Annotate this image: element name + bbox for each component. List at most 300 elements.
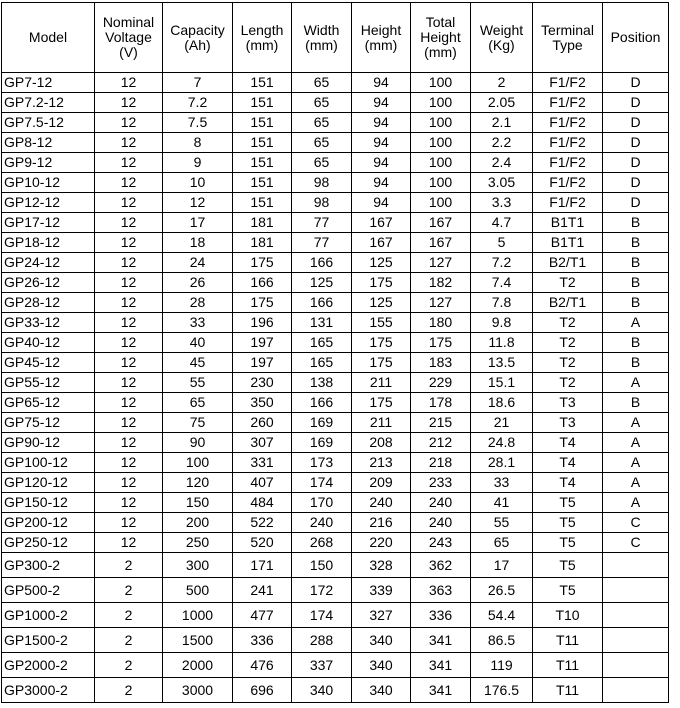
header-width: Width (mm) (292, 3, 352, 73)
cell-weight: 7.4 (471, 273, 533, 293)
cell-model: GP12-12 (2, 193, 95, 213)
cell-nominal-voltage: 12 (95, 353, 163, 373)
header-terminal-type: Terminal Type (533, 3, 603, 73)
table-row (2, 153, 669, 173)
cell-weight: 65 (471, 533, 533, 553)
cell-height: 220 (352, 533, 411, 553)
cell-weight: 2.05 (471, 93, 533, 113)
header-height: Height (mm) (352, 3, 411, 73)
header-capacity: Capacity (Ah) (163, 3, 233, 73)
cell-position: A (603, 373, 669, 393)
cell-length: 331 (233, 453, 292, 473)
cell-height: 94 (352, 193, 411, 213)
cell-terminal-type: T5 (533, 578, 603, 603)
cell-model: GP8-12 (2, 133, 95, 153)
cell-width: 174 (292, 603, 352, 628)
cell-total-height: 100 (411, 93, 471, 113)
table-row (2, 603, 669, 628)
cell-height: 167 (352, 213, 411, 233)
cell-position: D (603, 93, 669, 113)
cell-position: D (603, 113, 669, 133)
cell-terminal-type: B1T1 (533, 233, 603, 253)
cell-length: 181 (233, 233, 292, 253)
cell-nominal-voltage: 12 (95, 113, 163, 133)
cell-model: GP2000-2 (2, 653, 95, 678)
cell-length: 197 (233, 333, 292, 353)
cell-terminal-type: T2 (533, 313, 603, 333)
cell-weight: 2.1 (471, 113, 533, 133)
cell-terminal-type: T2 (533, 373, 603, 393)
table-row (2, 313, 669, 333)
cell-weight: 13.5 (471, 353, 533, 373)
cell-capacity: 100 (163, 453, 233, 473)
cell-weight: 7.8 (471, 293, 533, 313)
cell-capacity: 8 (163, 133, 233, 153)
cell-capacity: 7.5 (163, 113, 233, 133)
cell-total-height: 183 (411, 353, 471, 373)
cell-height: 94 (352, 73, 411, 93)
cell-height: 328 (352, 553, 411, 578)
cell-height: 175 (352, 393, 411, 413)
cell-terminal-type: T5 (533, 493, 603, 513)
cell-nominal-voltage: 12 (95, 233, 163, 253)
cell-nominal-voltage: 12 (95, 173, 163, 193)
cell-nominal-voltage: 12 (95, 493, 163, 513)
header-total-height: Total Height (mm) (411, 3, 471, 73)
table-row (2, 493, 669, 513)
cell-model: GP1000-2 (2, 603, 95, 628)
cell-width: 77 (292, 213, 352, 233)
cell-weight: 17 (471, 553, 533, 578)
cell-total-height: 363 (411, 578, 471, 603)
cell-terminal-type: T2 (533, 353, 603, 373)
cell-terminal-type: F1/F2 (533, 193, 603, 213)
cell-nominal-voltage: 12 (95, 473, 163, 493)
cell-length: 151 (233, 73, 292, 93)
cell-model: GP65-12 (2, 393, 95, 413)
cell-nominal-voltage: 12 (95, 273, 163, 293)
table-row (2, 678, 669, 703)
cell-width: 172 (292, 578, 352, 603)
table-row (2, 433, 669, 453)
table-row (2, 273, 669, 293)
cell-position: A (603, 493, 669, 513)
cell-weight: 3.05 (471, 173, 533, 193)
cell-terminal-type: T4 (533, 453, 603, 473)
cell-capacity: 18 (163, 233, 233, 253)
battery-spec-table (1, 2, 669, 703)
cell-position (603, 653, 669, 678)
table-row (2, 113, 669, 133)
cell-length: 175 (233, 253, 292, 273)
cell-height: 211 (352, 413, 411, 433)
cell-terminal-type: B1T1 (533, 213, 603, 233)
cell-terminal-type: T11 (533, 678, 603, 703)
table-row (2, 373, 669, 393)
cell-nominal-voltage: 12 (95, 193, 163, 213)
cell-weight: 41 (471, 493, 533, 513)
cell-capacity: 250 (163, 533, 233, 553)
cell-length: 307 (233, 433, 292, 453)
cell-length: 407 (233, 473, 292, 493)
cell-model: GP90-12 (2, 433, 95, 453)
cell-weight: 18.6 (471, 393, 533, 413)
cell-total-height: 100 (411, 153, 471, 173)
cell-height: 208 (352, 433, 411, 453)
table-row (2, 253, 669, 273)
table-row (2, 453, 669, 473)
cell-height: 94 (352, 133, 411, 153)
cell-position: B (603, 213, 669, 233)
cell-width: 288 (292, 628, 352, 653)
cell-position: A (603, 433, 669, 453)
cell-capacity: 24 (163, 253, 233, 273)
cell-model: GP24-12 (2, 253, 95, 273)
cell-height: 125 (352, 253, 411, 273)
cell-weight: 5 (471, 233, 533, 253)
cell-width: 65 (292, 133, 352, 153)
cell-terminal-type: F1/F2 (533, 153, 603, 173)
cell-terminal-type: T3 (533, 393, 603, 413)
cell-width: 138 (292, 373, 352, 393)
cell-total-height: 341 (411, 653, 471, 678)
cell-length: 181 (233, 213, 292, 233)
cell-length: 151 (233, 173, 292, 193)
cell-position (603, 678, 669, 703)
cell-weight: 86.5 (471, 628, 533, 653)
cell-width: 150 (292, 553, 352, 578)
cell-height: 94 (352, 153, 411, 173)
cell-height: 327 (352, 603, 411, 628)
cell-total-height: 178 (411, 393, 471, 413)
cell-nominal-voltage: 12 (95, 433, 163, 453)
cell-nominal-voltage: 12 (95, 133, 163, 153)
cell-position: B (603, 253, 669, 273)
cell-total-height: 243 (411, 533, 471, 553)
cell-nominal-voltage: 12 (95, 373, 163, 393)
cell-length: 522 (233, 513, 292, 533)
cell-capacity: 150 (163, 493, 233, 513)
cell-width: 240 (292, 513, 352, 533)
cell-model: GP500-2 (2, 578, 95, 603)
cell-total-height: 212 (411, 433, 471, 453)
cell-weight: 3.3 (471, 193, 533, 213)
cell-height: 240 (352, 493, 411, 513)
cell-height: 125 (352, 293, 411, 313)
cell-terminal-type: T5 (533, 553, 603, 578)
cell-total-height: 336 (411, 603, 471, 628)
cell-length: 166 (233, 273, 292, 293)
cell-height: 155 (352, 313, 411, 333)
cell-terminal-type: F1/F2 (533, 173, 603, 193)
cell-model: GP28-12 (2, 293, 95, 313)
cell-height: 175 (352, 273, 411, 293)
cell-nominal-voltage: 12 (95, 333, 163, 353)
cell-length: 151 (233, 153, 292, 173)
cell-width: 165 (292, 333, 352, 353)
cell-weight: 2.2 (471, 133, 533, 153)
header-model: Model (2, 3, 95, 73)
cell-nominal-voltage: 12 (95, 293, 163, 313)
cell-terminal-type: F1/F2 (533, 133, 603, 153)
cell-width: 65 (292, 153, 352, 173)
cell-width: 98 (292, 193, 352, 213)
cell-length: 484 (233, 493, 292, 513)
cell-total-height: 180 (411, 313, 471, 333)
cell-capacity: 28 (163, 293, 233, 313)
cell-total-height: 175 (411, 333, 471, 353)
cell-total-height: 240 (411, 493, 471, 513)
cell-length: 171 (233, 553, 292, 578)
cell-position (603, 553, 669, 578)
header-nominal-voltage: Nominal Voltage (V) (95, 3, 163, 73)
cell-model: GP10-12 (2, 173, 95, 193)
cell-capacity: 300 (163, 553, 233, 578)
table-row (2, 353, 669, 373)
table-row (2, 293, 669, 313)
cell-model: GP18-12 (2, 233, 95, 253)
cell-capacity: 200 (163, 513, 233, 533)
cell-nominal-voltage: 12 (95, 93, 163, 113)
cell-height: 340 (352, 628, 411, 653)
cell-height: 209 (352, 473, 411, 493)
cell-length: 476 (233, 653, 292, 678)
cell-nominal-voltage: 12 (95, 313, 163, 333)
cell-weight: 176.5 (471, 678, 533, 703)
table-row (2, 93, 669, 113)
cell-position: A (603, 453, 669, 473)
cell-weight: 33 (471, 473, 533, 493)
cell-nominal-voltage: 2 (95, 653, 163, 678)
cell-length: 350 (233, 393, 292, 413)
cell-capacity: 10 (163, 173, 233, 193)
cell-total-height: 341 (411, 678, 471, 703)
cell-height: 339 (352, 578, 411, 603)
cell-capacity: 7.2 (163, 93, 233, 113)
cell-length: 260 (233, 413, 292, 433)
cell-model: GP7-12 (2, 73, 95, 93)
cell-height: 213 (352, 453, 411, 473)
cell-capacity: 500 (163, 578, 233, 603)
table-row (2, 173, 669, 193)
cell-total-height: 341 (411, 628, 471, 653)
cell-width: 340 (292, 678, 352, 703)
cell-model: GP250-12 (2, 533, 95, 553)
cell-height: 94 (352, 173, 411, 193)
cell-capacity: 1500 (163, 628, 233, 653)
cell-weight: 2 (471, 73, 533, 93)
cell-position (603, 603, 669, 628)
cell-model: GP26-12 (2, 273, 95, 293)
header-position: Position (603, 3, 669, 73)
cell-total-height: 182 (411, 273, 471, 293)
cell-length: 175 (233, 293, 292, 313)
cell-terminal-type: B2/T1 (533, 253, 603, 273)
cell-width: 125 (292, 273, 352, 293)
cell-weight: 54.4 (471, 603, 533, 628)
cell-length: 520 (233, 533, 292, 553)
cell-total-height: 215 (411, 413, 471, 433)
cell-weight: 15.1 (471, 373, 533, 393)
cell-length: 197 (233, 353, 292, 373)
cell-width: 166 (292, 253, 352, 273)
cell-total-height: 240 (411, 513, 471, 533)
cell-position (603, 628, 669, 653)
cell-model: GP9-12 (2, 153, 95, 173)
cell-width: 173 (292, 453, 352, 473)
cell-weight: 7.2 (471, 253, 533, 273)
cell-total-height: 100 (411, 133, 471, 153)
cell-weight: 55 (471, 513, 533, 533)
cell-model: GP100-12 (2, 453, 95, 473)
cell-terminal-type: T2 (533, 273, 603, 293)
cell-position: C (603, 533, 669, 553)
cell-capacity: 1000 (163, 603, 233, 628)
header-weight: Weight (Kg) (471, 3, 533, 73)
cell-length: 151 (233, 193, 292, 213)
cell-nominal-voltage: 12 (95, 513, 163, 533)
cell-model: GP55-12 (2, 373, 95, 393)
cell-length: 477 (233, 603, 292, 628)
cell-length: 196 (233, 313, 292, 333)
table-row (2, 393, 669, 413)
cell-height: 167 (352, 233, 411, 253)
cell-width: 169 (292, 433, 352, 453)
cell-height: 175 (352, 353, 411, 373)
cell-terminal-type: T4 (533, 473, 603, 493)
cell-capacity: 7 (163, 73, 233, 93)
cell-model: GP7.5-12 (2, 113, 95, 133)
cell-model: GP120-12 (2, 473, 95, 493)
cell-width: 65 (292, 93, 352, 113)
cell-nominal-voltage: 12 (95, 213, 163, 233)
cell-position: A (603, 313, 669, 333)
cell-nominal-voltage: 12 (95, 153, 163, 173)
cell-width: 65 (292, 73, 352, 93)
cell-capacity: 65 (163, 393, 233, 413)
cell-weight: 24.8 (471, 433, 533, 453)
cell-nominal-voltage: 12 (95, 533, 163, 553)
cell-total-height: 100 (411, 193, 471, 213)
table-row (2, 653, 669, 678)
cell-capacity: 12 (163, 193, 233, 213)
cell-total-height: 229 (411, 373, 471, 393)
cell-nominal-voltage: 2 (95, 603, 163, 628)
cell-nominal-voltage: 12 (95, 253, 163, 273)
table-row (2, 578, 669, 603)
cell-capacity: 90 (163, 433, 233, 453)
cell-total-height: 100 (411, 113, 471, 133)
cell-capacity: 2000 (163, 653, 233, 678)
cell-model: GP33-12 (2, 313, 95, 333)
cell-weight: 11.8 (471, 333, 533, 353)
cell-capacity: 120 (163, 473, 233, 493)
cell-terminal-type: F1/F2 (533, 73, 603, 93)
cell-weight: 9.8 (471, 313, 533, 333)
cell-height: 340 (352, 653, 411, 678)
cell-total-height: 127 (411, 293, 471, 313)
cell-terminal-type: F1/F2 (533, 93, 603, 113)
header-row (2, 3, 669, 73)
cell-model: GP7.2-12 (2, 93, 95, 113)
cell-model: GP75-12 (2, 413, 95, 433)
cell-position: B (603, 333, 669, 353)
cell-height: 211 (352, 373, 411, 393)
cell-total-height: 233 (411, 473, 471, 493)
cell-nominal-voltage: 12 (95, 453, 163, 473)
cell-length: 696 (233, 678, 292, 703)
cell-width: 337 (292, 653, 352, 678)
cell-terminal-type: T11 (533, 628, 603, 653)
cell-length: 151 (233, 133, 292, 153)
table-row (2, 628, 669, 653)
cell-length: 336 (233, 628, 292, 653)
cell-total-height: 100 (411, 173, 471, 193)
table-row (2, 473, 669, 493)
cell-width: 166 (292, 393, 352, 413)
cell-position: D (603, 133, 669, 153)
cell-weight: 4.7 (471, 213, 533, 233)
cell-nominal-voltage: 12 (95, 73, 163, 93)
cell-capacity: 40 (163, 333, 233, 353)
cell-position: D (603, 73, 669, 93)
cell-height: 94 (352, 113, 411, 133)
cell-model: GP45-12 (2, 353, 95, 373)
cell-weight: 119 (471, 653, 533, 678)
cell-model: GP1500-2 (2, 628, 95, 653)
cell-length: 230 (233, 373, 292, 393)
cell-terminal-type: T11 (533, 653, 603, 678)
table-row (2, 73, 669, 93)
table-row (2, 533, 669, 553)
cell-model: GP150-12 (2, 493, 95, 513)
cell-model: GP3000-2 (2, 678, 95, 703)
table-row (2, 213, 669, 233)
cell-model: GP40-12 (2, 333, 95, 353)
cell-model: GP17-12 (2, 213, 95, 233)
cell-height: 340 (352, 678, 411, 703)
cell-position: B (603, 293, 669, 313)
cell-nominal-voltage: 2 (95, 578, 163, 603)
cell-terminal-type: T10 (533, 603, 603, 628)
cell-width: 174 (292, 473, 352, 493)
cell-total-height: 167 (411, 233, 471, 253)
table-row (2, 513, 669, 533)
cell-width: 77 (292, 233, 352, 253)
cell-position: C (603, 513, 669, 533)
cell-position: B (603, 273, 669, 293)
cell-terminal-type: B2/T1 (533, 293, 603, 313)
cell-total-height: 218 (411, 453, 471, 473)
cell-position: A (603, 473, 669, 493)
cell-terminal-type: T2 (533, 333, 603, 353)
table-row (2, 333, 669, 353)
cell-nominal-voltage: 2 (95, 553, 163, 578)
cell-nominal-voltage: 2 (95, 628, 163, 653)
cell-width: 170 (292, 493, 352, 513)
cell-position: B (603, 353, 669, 373)
cell-width: 166 (292, 293, 352, 313)
cell-position: D (603, 173, 669, 193)
cell-total-height: 100 (411, 73, 471, 93)
cell-position (603, 578, 669, 603)
cell-nominal-voltage: 2 (95, 678, 163, 703)
cell-position: A (603, 413, 669, 433)
cell-width: 169 (292, 413, 352, 433)
cell-capacity: 9 (163, 153, 233, 173)
cell-model: GP300-2 (2, 553, 95, 578)
cell-weight: 2.4 (471, 153, 533, 173)
